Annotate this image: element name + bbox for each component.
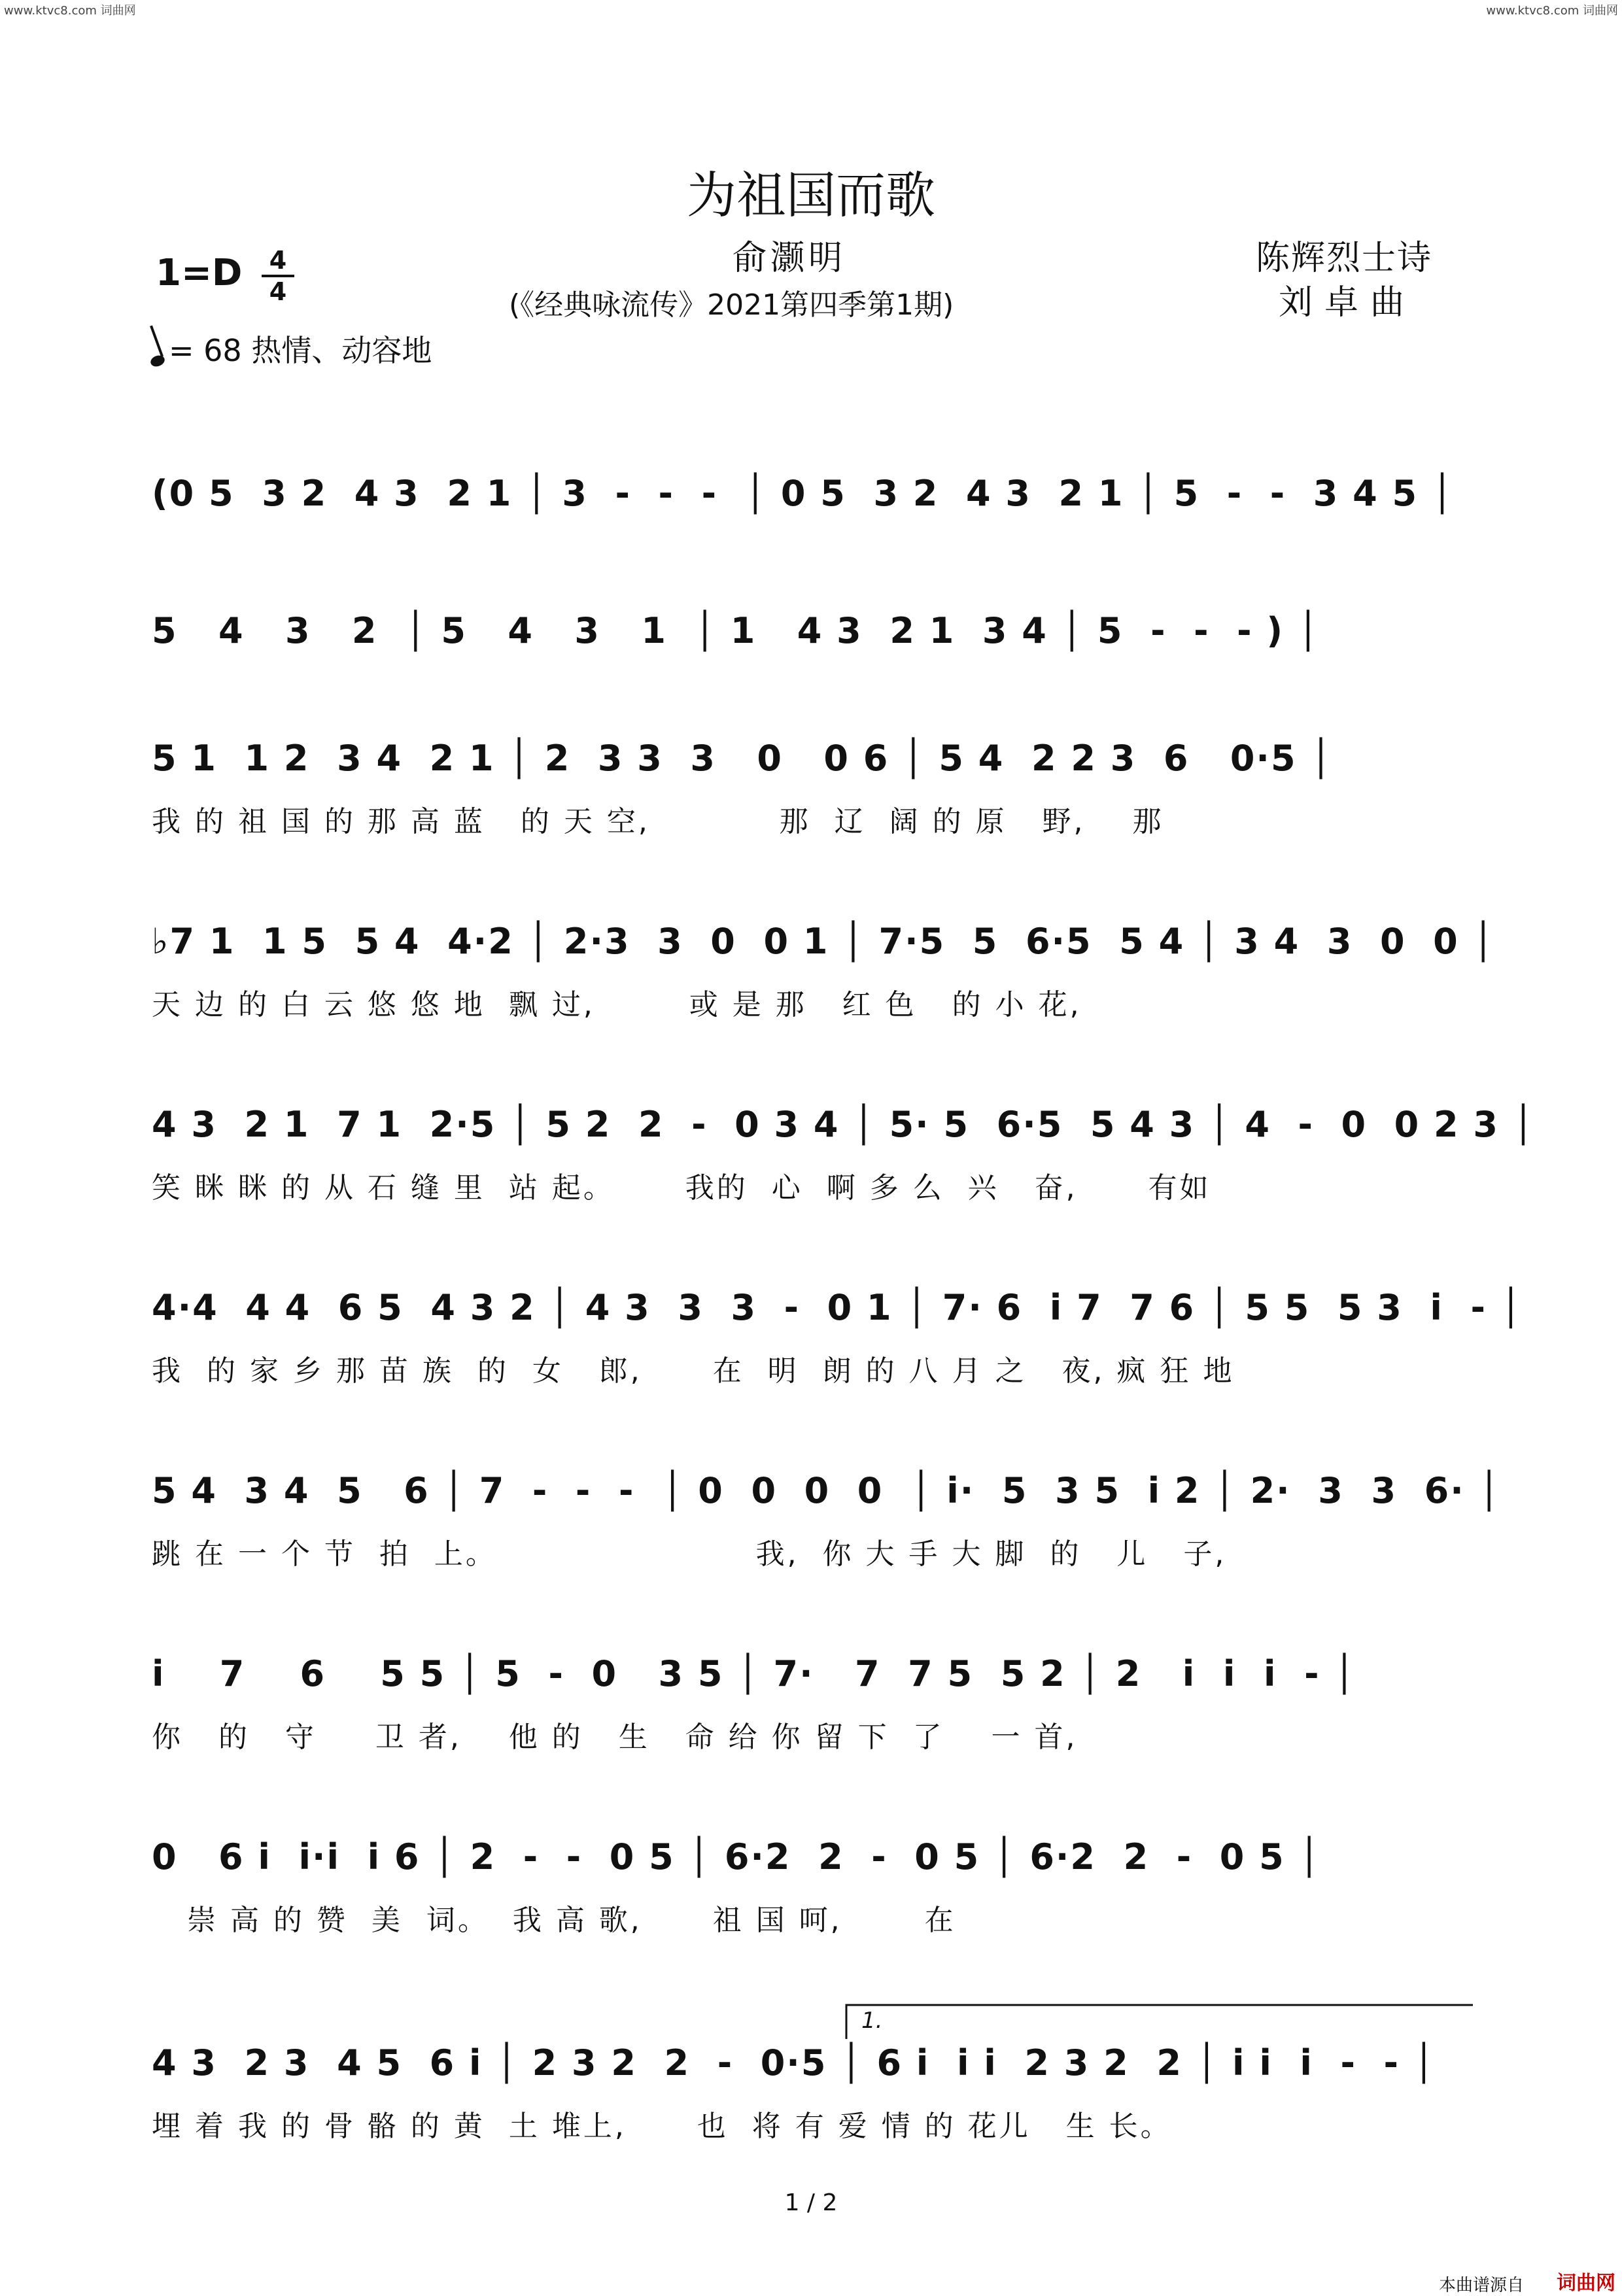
notation-line: i 7 6 5 5 │ 5 - 0 3 5 │ 7· 7 7 5 5 2 │ 2 i i i - │ [152,1653,1356,1694]
lyric-line: 我 的 祖 国 的 那 高 蓝 的 天 空, 那 辽 阔 的 原 野, 那 [152,805,1164,838]
lyric-line: 崇 高 的 赞 美 词。 我 高 歌, 祖 国 呵, 在 [152,1904,956,1937]
notation-line: 4 3 2 3 4 5 6 i │ 2 3 2 2 - 0·5 │ 6 i i i 2 3 2 2 │ i i i - - │ [152,2042,1436,2083]
time-signature [262,247,294,305]
notation-line: 5 4 3 2 │ 5 4 3 1 │ 1 4 3 2 1 3 4 │ 5 - - - ) │ [152,610,1320,651]
key-signature: 1=D [156,252,243,294]
source-note: 本曲谱源自 [1438,2276,1524,2295]
corner-watermark-left: www.ktvc8.com 词曲网 [4,4,136,18]
composer-credit: 刘卓曲 [1279,283,1417,322]
lyric-line: 天 边 的 白 云 悠 悠 地 飘 过, 或 是 那 红 色 的 小 花, [152,988,1082,1021]
notation-line: 5 1 1 2 3 4 2 1 │ 2 3 3 3 0 0 6 │ 5 4 2 2 3 6 0·5 │ [152,738,1333,779]
time-signature-bottom: 4 [269,277,287,306]
notation-line: (0 5 3 2 4 3 2 1 │ 3 - - - │ 0 5 3 2 4 3 2 1 │ 5 - - 3 4 5 │ [152,473,1455,514]
tempo-marking [150,327,432,370]
song-title: 为祖国而歌 [687,166,935,224]
poet-credit: 陈辉烈士诗 [1256,239,1433,278]
notation-line: 4·4 4 4 6 5 4 3 2 │ 4 3 3 3 - 0 1 │ 7· 6 i 7 7 6 │ 5 5 5 3 i - │ [152,1287,1523,1328]
lyric-line: 笑 眯 眯 的 从 石 缝 里 站 起。 我的 心 啊 多 么 兴 奋, 有如 [152,1171,1211,1205]
volta-bracket [152,2001,1473,2040]
singer-name: 俞灏明 [733,239,847,278]
volta-number: 1. [861,2008,883,2034]
lyric-line: 跳 在 一 个 节 拍 上。 我, 你 大 手 大 脚 的 儿 子, [152,1537,1227,1571]
tempo-text: = 68 热情、动容地 [169,333,432,368]
lyric-line: 你 的 守 卫 者, 他 的 生 命 给 你 留 下 了 一 首, [152,1721,1078,1754]
page-number: 1 / 2 [784,2189,838,2216]
notation-line: 5 4 3 4 5 6 │ 7 - - - │ 0 0 0 0 │ i· 5 3 5 i 2 │ 2· 3 3 6· │ [152,1470,1502,1511]
corner-watermark-right: www.ktvc8.com 词曲网 [1486,4,1618,18]
program-info: (《经典咏流传》2021第四季第1期) [509,288,954,322]
lyric-line: 埋 着 我 的 骨 骼 的 黄 土 堆上, 也 将 有 爱 情 的 花儿 生 长。 [152,2110,1172,2143]
notation-line: 4 3 2 1 7 1 2·5 │ 5 2 2 - 0 3 4 │ 5· 5 6·5 5 4 3 │ 4 - 0 0 2 3 │ [152,1104,1536,1145]
notation-line: ♭7 1 1 5 5 4 4·2 │ 2·3 3 0 0 1 │ 7·5 5 6·5 5 4 │ 3 4 3 0 0 │ [152,921,1496,962]
quarter-note-icon [149,354,166,369]
time-signature-top: 4 [269,246,287,275]
site-logo: 词曲网 [1557,2272,1615,2295]
lyric-line: 我 的 家 乡 那 苗 族 的 女 郎, 在 明 朗 的 八 月 之 夜, 疯 狂 地 [152,1354,1235,1388]
notation-line: 0 6 i i·i i 6 │ 2 - - 0 5 │ 6·2 2 - 0 5 │ 6·2 2 - 0 5 │ [152,1836,1322,1877]
